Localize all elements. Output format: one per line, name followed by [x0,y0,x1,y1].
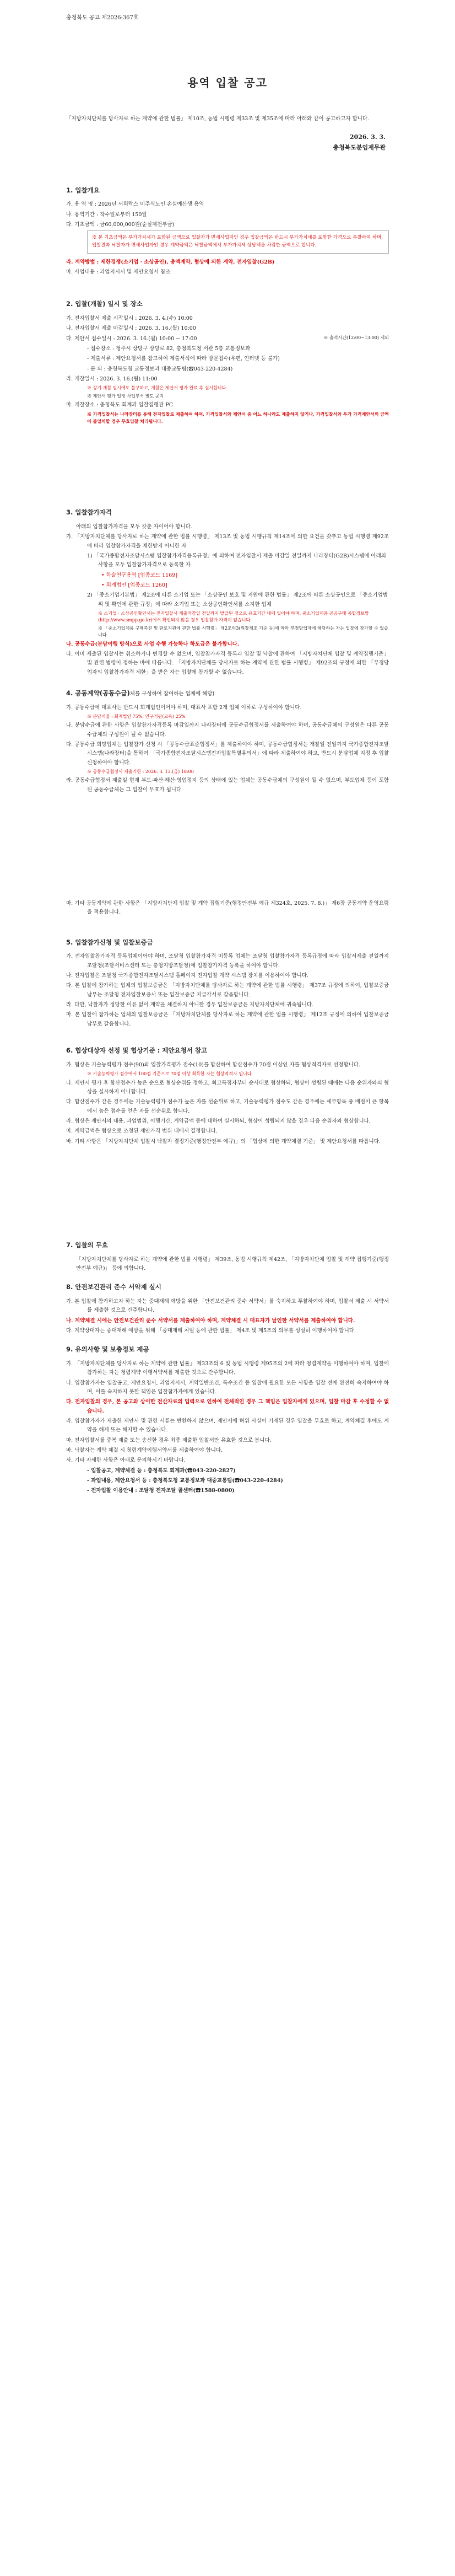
s2-item-d-note2: ※ 제안서 평가 일정 사업부서 별도 공지 [87,393,164,399]
section-8-title: 8. 안전보건관리 준수 서약제 실시 [66,1283,161,1291]
s6-item-c: 다. 합산점수가 같은 경우에는 기술능력평가 점수가 높은 자를 선순위로 하고, 기술능력평가 점수도 같은 경우에는 세부항목 중 배점이 큰 항목에서 높은 점수를 얻은 자를 선순위로 합니다. [66,1099,389,1114]
s3-item-a2-note2: ※ 「중소기업제품 구매촉진 및 판로지원에 관한 법률 시행령」 제2조의3(위장제조 기준 등)에 따라 부정당업자에 해당하는 자는 입찰에 참가할 수 없습니다. [98,625,388,638]
section-2-title: 2. 입찰(개찰) 일시 및 장소 [66,300,143,308]
s9-contact-procurement: - 전자입찰 이용안내 : 조달청 전자조달 콜센터(☎1588-0800) [87,1488,235,1494]
s4-item-a: 가. 공동수급에 대표사는 반드시 회계법인이어야 하며, 대표사 포함 2개 업체 이하로 구성하여야 합니다. [66,704,302,711]
s2-item-c1: - 접수장소 : 청주시 상당구 상당로 82, 충청북도청 서관 5층 교통정보과 [87,346,251,352]
section-3-title: 3. 입찰참가자격 [66,508,112,517]
section-9-title: 9. 유의사항 및 보충정보 제공 [66,1345,149,1354]
s4-item-b: 나. 분담수급에 관한 사항은 입찰참가자격등록 마감일까지 나라장터에 공동수급협정서를 제출하여야 하며, 공동수급체의 구성원은 다른 공동수급체의 구성원이 될 수 없습니다. [66,722,389,738]
s2-item-b: 나. 전자입찰서 제출 마감일시 : 2026. 3. 16.(월) 10:00 [66,325,196,332]
s9-item-c: 다. 전자입찰의 경우, 본 공고와 상이한 전산자료의 입력으로 인하여 전체적인 경우 그 책임은 입찰자에게 있으며, 입찰 마감 후 수정할 수 없습니다. [66,1399,389,1414]
s6-item-f: 바. 기타 사항은 「지방자치단체 입찰시 낙찰자 결정기준(행정안전부 예규)」의 「협상에 의한 계약체결 기준」 및 제안요청서를 따릅니다. [66,1138,381,1145]
s2-item-e: 마. 개찰장소 : 충청북도 회계과 입찰집행관 PC [66,402,174,409]
section-7-title: 7. 입찰의 무효 [66,1241,108,1249]
s2-item-a: 가. 전자입찰서 제출 시작일시 : 2026. 3. 4.(수) 10:00 [66,315,193,322]
s6-item-e: 마. 계약금액은 협상으로 조정된 제안가격 범위 내에서 결정합니다. [66,1128,218,1135]
s5-item-b: 나. 전자입찰은 조달청 국가종합전자조달시스템 홈페이지 전자입찰 계약 시스템 장치를 이용하여야 합니다. [66,973,309,979]
section-4-title-tail: 체를 구성하여 참여하는 업체에 해당) [129,690,215,697]
s9-item-b: 나. 입찰참가자는 입찰공고, 제안요청서, 과업지시서, 계약일반조건, 특수조건 등 입찰에 필요한 모든 사항을 입찰 전에 완전히 숙지하여야 하며, 이를 숙지하지 못한 책임은 입찰참가자에게 있습니다. [66,1380,389,1396]
document-number: 충청북도 공고 제2026-367호 [66,15,139,21]
s3-item-c: 다. 이미 제출된 입찰서는 취소하거나 변경할 수 없으며, 입찰참가자격 등록과 입찰 및 낙찰에 관하여 「지방자치단체 입찰 및 계약집행기준」 및 관련 법령이 정하는 바에 따릅니다. 「지방자치단체를 당사자로 하는 계약에 관한 법률 시행령」 제92조의 규정에 의한 「부정당업자의 입찰참가자격 제한」을 받은 자는 입찰에 참가할 수 없습니다. [66,651,389,675]
section-1-title: 1. 입찰개요 [66,186,100,194]
s9-contact-accounting: - 입찰공고, 계약체결 등 : 충청북도 회계과(☎043-220-2827) [87,1467,236,1474]
intro-paragraph: 「지방자치단체를 당사자로 하는 계약에 관한 법률」 제10조, 동법 시행령 제33조 및 제35조에 따라 아래와 같이 공고하고자 합니다. [66,115,370,122]
s6-item-a: 가. 협상은 기술능력평가 점수(90)와 입찰가격평가 점수(10)를 합산하여 합산점수가 70점 이상인 자를 협상적격자로 선정합니다. [66,1061,360,1068]
s2-item-c [66,335,389,344]
s1-item-e: 마. 사업내용 : 과업지시서 및 제안요청서 참조 [66,269,171,275]
s1-item-a: 가. 용 역 명 : 2026년 서희락스 미주식노인 손실예산생 용역 [66,201,204,208]
s5-item-e: 마. 본 입찰에 참가하는 업체의 입찰보증금은 「지방자치단체를 당사자로 하는 계약에 관한 법률 시행령」 제12조 규정에 의하여 입찰보증금 납부로 갈음합니다. [66,1012,389,1027]
s3-item-a2-note1: ※ 소기업 · 소상공인확인서는 전자입찰서 제출마감일 전일까지 발급된 것으로 유효기간 내에 있어야 하며, 중소기업제품 공공구매 종합정보망(http://www.smpp.go.kr)에서 확인되지 않을 경우 입찰참가 자격이 없습니다. [98,610,369,623]
s6-item-d: 라. 협상은 제안서의 내용, 과업범위, 이행기간, 계약금액 등에 대하여 실시하되, 협상이 성립되지 않을 경우 다음 순위자와 협상합니다. [66,1118,371,1124]
s7-paragraph: 「지방자치단체를 당사자로 하는 계약에 관한 법률 시행령」 제39조, 동법 시행규칙 제42조, 「지방자치단체 입찰 및 계약 집행기준(행정안전부 예규)」 등에 의합니다. [76,1256,389,1271]
announcement-date: 2026. 3. 3. [349,133,386,141]
s4-item-d: 라. 공동수급협정서 제출일 현재 부도·파산·해산·영업정지 등의 상태에 있는 업체는 공동수급체의 구성원이 될 수 없으며, 부도업체 등이 포함된 공동수급체는 그 입찰이 무효가 됩니다. [66,777,389,793]
s9-contact-traffic: - 과업내용, 제안요청서 등 : 충청북도청 교통정보과 대중교통팀(☎043-220-4284) [87,1478,283,1484]
s3-item-a2: 2) 「중소기업기본법」 제2조에 따른 소기업 또는 「소상공인 보호 및 지원에 관한 법률」 제2조에 따른 소상공인으로 「중소기업범위 및 확인에 관한 규정」에 따라 소기업 또는 소상공인확인서를 소지한 업체 [87,592,388,608]
s8-item-a: 가. 본 입찰에 참가하고자 하는 자는 중대재해 예방을 위한 「안전보건관리 준수 서약서」를 숙지하고 투찰하여야 하며, 입찰서 제출 시 서약서를 제출한 것으로 간주합니다. [66,1298,389,1314]
s9-item-f: 바. 낙찰자는 계약 체결 시 청렴계약이행서약서를 제출하여야 합니다. [66,1447,223,1454]
s2-item-c-text: 다. 제안서 접수일시 : 2026. 3. 16.(월) 10:00 ~ 17:00 [66,335,197,342]
s3-item-a1-code1: • 학술연구용역 [업종코드 1169] [101,572,178,578]
section-5-title: 5. 입찰참가신청 및 입찰보증금 [66,938,153,946]
s5-item-d: 라. 다만, 낙찰자가 정당한 이유 없이 계약을 체결하지 아니한 경우 입찰보증금은 지방자치단체에 귀속됩니다. [66,1002,314,1008]
s5-item-a: 가. 전자입찰참가자격 등록업체이어야 하며, 조달청 입찰참가자격 미등록 업체는 조달청 입찰참가자격 등록규정에 따라 입찰서제출 전일까지 조달청(조달서비스센터 또는 충청지방조달청)에 입찰참가자격 등록을 하여야 합니다. [66,953,389,969]
s6-item-a-note: ※ 기술능력평가 점수에서 100점 기준으로 70점 이상 획득한 자는 협상적격자 입니다. [87,1071,253,1077]
s1-item-d: 라. 계약방법 : 제한경쟁(소기업 · 소상공인), 총액계약, 협상에 의한 계약, 전자입찰(G2B) [66,259,275,265]
s2-item-d-note1: ※ 상기 개찰 일시에도 불구하고, 개찰은 제안서 평가 완료 후 실시합니다. [87,385,228,391]
section-6-title: 6. 협상대상자 선정 및 협상기준 : 제안요청서 참고 [66,1046,208,1055]
s9-item-a: 가. 「지방자치단체를 당사자로 하는 계약에 관한 법률」 제33조의 6 및 동법 시행령 제95조의 2에 따라 청렴계약을 이행하여야 하며, 입찰에 참가하는 자는 청렴계약 이행서약서를 제출한 것으로 간주합니다. [66,1361,389,1376]
section-4-title [66,688,389,699]
s2-item-c2: - 제출서류 : 제안요청서를 참고하여 제출서식에 따라 방문접수(우편, 인터넷 등 불가) [87,356,280,362]
s9-item-g: 사. 기타 자세한 사항은 아래로 문의하시기 바랍니다. [66,1457,186,1464]
s2-item-d: 라. 개찰일시 : 2026. 3. 16.(월) 11:00 [66,376,158,383]
s6-item-b: 나. 제안서 평가 후 합산점수가 높은 순으로 협상순위를 정하고, 최고득점자부터 순서대로 협상하되, 협상이 성립된 때에는 다음 순위자와의 협상을 실시하지 아니합니다. [66,1080,389,1095]
s1-item-c: 다. 기초금액 : 금60,000,000원(순실제천부금) [66,222,175,228]
s4-item-c-note: ※ 공동수급협정서 제출기한 : 2026. 3. 13.(금) 18:00 [87,769,194,774]
s4-item-a-note: ※ 분담비율 : 회계법인 75%, 연구기관(교육) 25% [87,713,186,719]
vat-notice-box: ※ 본 기초금액은 부가가치세가 포함된 금액으로 입찰자가 면세사업자인 경우 입찰금액은 반드시 부가가치세를 포함한 가격으로 투찰하여 하며, 입찰결과 낙찰자가 면세사업자인 경우 계약금액은 낙찰금액에서 부가가치세 상당액을 차감한 금액으로 합니다. [87,230,389,253]
issuing-organization: 충청북도분임재무관 [333,143,386,151]
s2-item-c-note: ※ 출석시간(12:00~13:00) 제외 [323,335,389,340]
s3-item-b: 나. 공동수급(분담이행 방식)으로 사업 수행 가능하나 하도급은 불가합니다. [66,641,240,647]
s2-item-c3: - 문 의 : 충청북도청 교통정보과 대중교통팀(☎043-220-4284) [87,366,233,372]
section-4-title-head: 4. 공동계약(공동수급) [66,689,130,697]
s3-lead: 아래의 입찰참가자격을 모두 갖춘 자이어야 합니다. [76,524,192,530]
s8-item-c: 다. 계약상대자는 중대재해 예방을 위해 「중대재해 처벌 등에 관한 법률」 제4조 및 제5조의 의무를 성실히 이행하여야 합니다. [66,1328,356,1334]
page-title: 용역 입찰 공고 [187,76,268,90]
s2-item-e-note: ※ 가격입찰서는 나라장터를 통해 전자입찰로 제출하여 하며, 가격입찰서와 제안서 중 어느 하나라도 제출하지 않거나, 가격입찰서와 우가 가격제안서의 금액이 불일치할 경우 무효입찰 처리됩니다. [87,411,389,424]
s1-item-b: 나. 용역기간 : 착수일로부터 150일 [66,211,147,218]
s9-item-e: 마. 전자입찰서를 중복 제출 또는 송신한 경우 최종 제출한 입찰서만 유효한 것으로 봅니다. [66,1437,272,1443]
s3-item-a1-code2: • 회계법인 [업종코드 1260] [101,582,167,588]
s9-item-d: 라. 입찰참가자가 제출한 제안서 및 관련 서류는 반환하지 않으며, 제안서에 허위 사실이 기재된 경우 입찰을 무효로 하고, 계약체결 후에도 계약을 해제 또는 해지할 수 있습니다. [66,1418,389,1434]
s4-item-e: 마. 기타 공동계약에 관한 사항은 「지방자치단체 입찰 및 계약 집행기준(행정안전부 예규 제324호, 2025. 7. 8.)」 제6장 공동계약 운영요령을 적용합니다. [66,900,389,916]
s5-item-c: 다. 본 입찰에 참가하는 업체의 입찰보증금은 「지방자치단체를 당사자로 하는 계약에 관한 법률 시행령」 제37조 규정에 의하여, 입찰보증금 납부는 조달청 전자입찰보증서 또는 입찰보증금 지급각서로 갈음합니다. [66,983,389,998]
s8-item-b: 나. 계약체결 시에는 안전보건관리 준수 서약서를 제출하여야 하며, 계약체결 시 대표자가 날인한 서약서를 제출하여야 합니다. [66,1317,355,1324]
s4-item-c: 다. 공동수급 희망업체는 입찰참가 신청 시 「공동수급표준협정서」를 제출하여야 하며, 공동수급협정서는 개찰일 전일까지 국가종합전자조달시스템(나라장터)을 통하여 「국가종합전자조달시스템전자입찰특별유의서」에 따라 제출하여야 하고, 반드시 분담업체 지정 후 입찰 신청하여야 합니다. [66,742,389,766]
s3-item-a1: 1) 「국가종합전자조달시스템 입찰참가자격등록규정」에 의하여 전자입찰서 제출 마감일 전일까지 나라장터(G2B)시스템에 아래의 사항을 모두 입찰참가자격으로 등록한 자 [87,553,386,568]
s3-item-a: 가. 「지방자치단체를 당사자로 하는 계약에 관한 법률 시행령」 제13조 및 동법 시행규칙 제14조에 의한 요건을 갖추고 동법 시행령 제92조에 따라 입찰참가자격을 제한받지 아니한 자 [66,534,389,549]
